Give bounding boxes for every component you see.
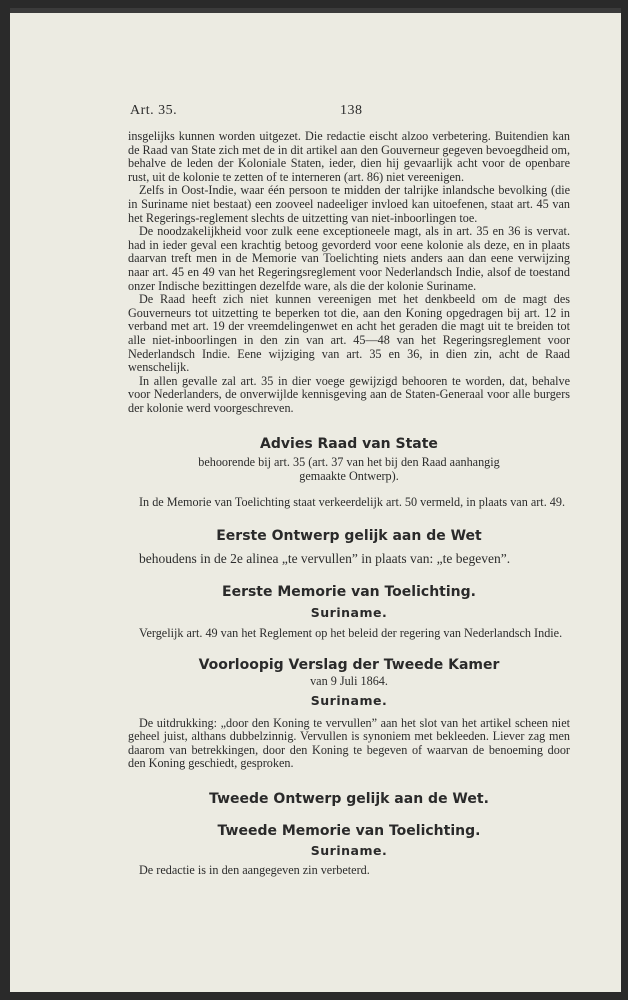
section-heading-voorloopig: Voorloopig Verslag der Tweede Kamer bbox=[198, 656, 500, 673]
section-heading-eerste-ontwerp: Eerste Ontwerp gelijk aan de Wet bbox=[216, 527, 482, 544]
tweede-memorie-subheading: Suriname. bbox=[310, 843, 388, 859]
intro-paragraph: Zelfs in Oost-Indie, waar één persoon te midden der talrijke inlandsche bevolking (die in Suriname niet bestaat) een zooveel nadeeliger invloed kan uitoefenen, staat art. 45 van het Regerings-reglement slechts de uitzetting van niet-inboorlingen toe. bbox=[128, 183, 570, 225]
voorloopig-subheading: Suriname. bbox=[310, 693, 388, 708]
intro-paragraph: De Raad heeft zich niet kunnen vereenigen met het denkbeeld om de magt des Gouverneurs tot uitzetting te beperken tot die, aan den Koning opgedragen bij art. 12 in verband met art. 19 der vreemdelingenwet en acht het geraden die magt uit te breiden tot alle niet-inboorlingen in den zin van art. 45—48 van het Regeringsreglement voor Nederlandsch Indie. Eene wijziging van art. 35 en 36, in dien zin, acht de Raad wenschelijk. bbox=[128, 292, 570, 375]
intro-paragraph: De noodzakelijkheid voor zulk eene exceptioneele magt, als in art. 35 en 36 is vervat. had in ieder geval een krachtig betoog gevorderd voor eene kolonie als deze, en in plaats daarvan treft men in de Memorie van Toelichting niets anders aan dan eene verwijzing naar art. 45 en 49 van het Regeringsreglement voor Nederlandsch Indie, alsof de toestand onzer Indische bezittingen dezelfde ware, als die der kolonie Suriname. bbox=[128, 224, 570, 293]
advies-text: In de Memorie van Toelichting staat verkeerdelijk art. 50 vermeld, in plaats van art. 49. bbox=[139, 495, 566, 510]
intro-paragraph: insgelijks kunnen worden uitgezet. Die redactie eischt alzoo verbetering. Buitendien kan de Raad van State zich met de in dit artikel aan den Gouverneur gegeven bevoegdheid om, behalve de leden der Koloniale Staten, ieder, dien hij gevaarlijk acht voor de openbare rust, uit de kolonie te zetten of te interneren (art. 86) niet vereenigen. bbox=[128, 129, 570, 184]
advies-subtitle: behoorende bij art. 35 (art. 37 van het bij den Raad aanhangig gemaakte Ontwerp). bbox=[198, 455, 500, 483]
intro-paragraph: In allen gevalle zal art. 35 in dier voege gewijzigd behooren te worden, dat, behalve voor Nederlanders, de onverwijlde kennisgeving aan de Staten-Generaal voor alle burgers der kolonie werd voorgeschreven. bbox=[128, 373, 570, 415]
tweede-memorie-text: De redactie is in den aangegeven zin verbeterd. bbox=[139, 862, 370, 877]
article-label: Art. 35. bbox=[130, 103, 178, 118]
voorloopig-date: van 9 Juli 1864. bbox=[310, 674, 388, 689]
running-header bbox=[130, 103, 570, 123]
voorloopig-text: De uitdrukking: „door den Koning te vervullen” aan het slot van het artikel scheen niet geheel juist, althans dubbelzinnig. Vervullen is synoniem met bekleeden. Liever zag men daarom van betrekkingen, door den Koning te begeven of waarvan de benoeming door den Koning geschiedt, gesproken. bbox=[128, 715, 570, 771]
section-heading-tweede-memorie: Tweede Memorie van Toelichting. bbox=[217, 822, 481, 839]
eerste-memorie-text: Vergelijk art. 49 van het Reglement op het beleid der regering van Nederlandsch Indie. bbox=[139, 626, 563, 641]
eerste-memorie-subheading: Suriname. bbox=[310, 604, 388, 620]
page-number: 138 bbox=[340, 103, 363, 118]
scan-edge bbox=[10, 8, 621, 13]
page bbox=[10, 8, 621, 992]
section-heading-tweede-ontwerp: Tweede Ontwerp gelijk aan de Wet. bbox=[209, 790, 489, 807]
page-body bbox=[128, 130, 570, 877]
section-heading-eerste-memorie: Eerste Memorie van Toelichting. bbox=[222, 584, 476, 601]
section-heading-advies: Advies Raad van State bbox=[260, 436, 438, 453]
eerste-ontwerp-text: behoudens in de 2e alinea „te vervullen” in plaats van: „te begeven”. bbox=[139, 551, 511, 567]
